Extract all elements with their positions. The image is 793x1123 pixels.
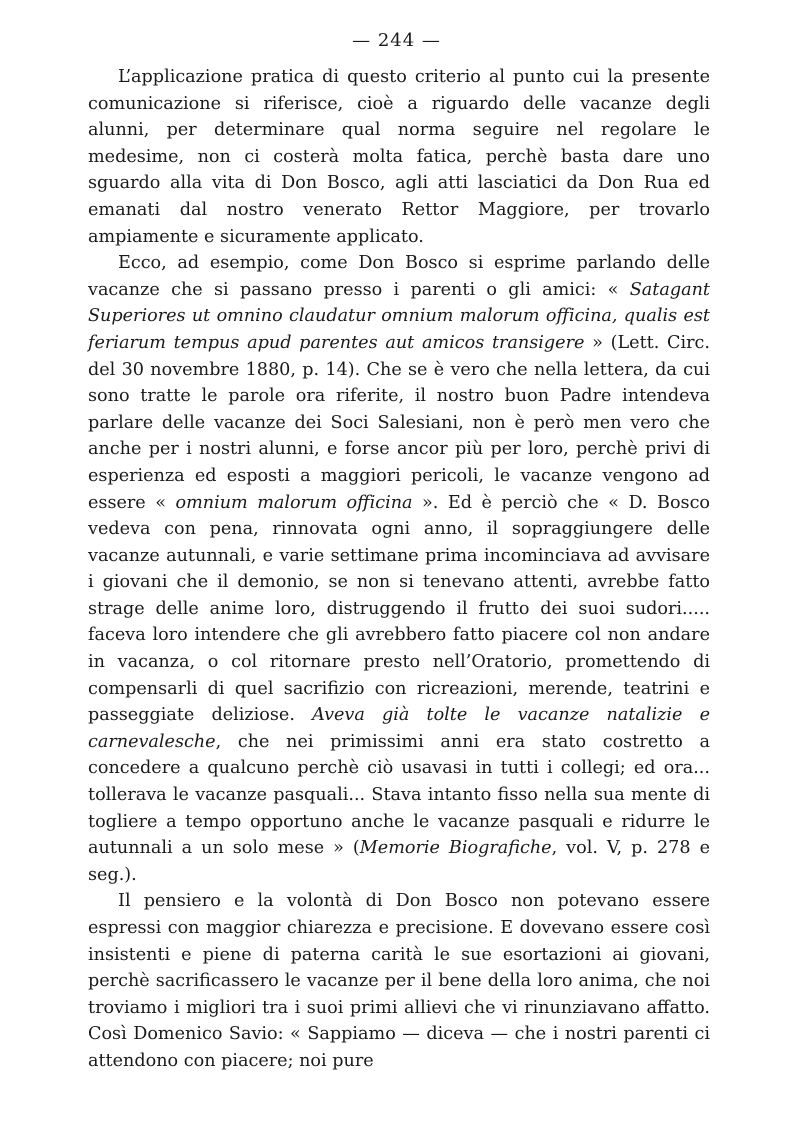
text-run: ». Ed è perciò che « D. Bosco vedeva con pena, rinnovata ogni anno, il sopraggiungere delle vacanze autunnali, e varie settimane prima incominciava ad avvisare i giovani che il demonio, se non si tenevano attenti, avrebbe fatto strage delle anime loro, distruggendo il frutto dei suoi sudori..... faceva loro intendere che gli avrebbero fatto piacere col non andare in vacanza, o col ritornare presto nell’Oratorio, promettendo di compensarli di quel sacrifizio con ricreazioni, merende, teatrini e passeggiate deliziose. (88, 492, 711, 726)
italic-text: Aveva già tolte le vacanze natalizie e carnevalesche (88, 705, 711, 752)
paragraph-1 (88, 64, 710, 250)
italic-text: omnium malorum officina (175, 492, 413, 513)
body-text (88, 64, 710, 1075)
paragraph-3 (88, 888, 710, 1074)
text-run: , che nei primissimi anni era stato costretto a concedere a qualcuno perchè ciò usavasi in tutti i collegi; ed ora... tollerava le vacanze pasquali... Stava intanto fisso nella sua mente di togliere a tempo opportuno anche le vacanze pasquali e ridurre le autunnali a un solo mese » ( (88, 731, 710, 859)
text-run: » (Lett. Circ. del 30 novembre 1880, p. 14). Che se è vero che nella lettera, da cui sono tratte le parole ora riferite, il nostro buon Padre intendeva parlare delle vacanze dei Soci Salesiani, non è però men vero che anche per i nostri alunni, e forse ancor più per loro, perchè privi di esperienza ed esposti a maggiori pericoli, le vacanze vengono ad essere « (88, 332, 710, 513)
text-run: L’applicazione pratica di questo criterio al punto cui la presente comunicazione si riferisce, cioè a riguardo delle vacanze degli alunni, per determinare qual norma seguire nel regolare le medesime, non ci costerà molta fatica, perchè basta dare uno sguardo alla vita di Don Bosco, agli atti lasciatici da Don Rua ed emanati dal nostro venerato Rettor Maggiore, per trovarlo ampiamente e sicuramente applicato. (88, 67, 710, 247)
italic-text: Memorie Biografiche (359, 838, 552, 859)
text-run: Il pensiero e la volontà di Don Bosco non potevano essere espressi con maggior chiarezza e precisione. E dovevano essere così insistenti e piene di paterna carità le sue esortazioni ai giovani, perchè sacrificassero le vacanze per il bene della loro anima, che noi troviamo i migliori tra i suoi primi allievi che vi rinunziavano affatto. Così Domenico Savio: « Sappiamo — diceva — che i nostri parenti ci attendono con piacere; noi pure (88, 891, 710, 1071)
text-run: Ecco, ad esempio, come Don Bosco si esprime parlando delle vacanze che si passano presso i parenti o gli amici: « (88, 253, 710, 300)
text-run: , vol. V, p. 278 e seg.). (88, 838, 710, 885)
paragraph-2 (88, 250, 710, 888)
page-number: — 244 — (352, 30, 441, 51)
italic-text: Satagant Superiores ut omnino claudatur omnium malorum officina, qualis est feriarum tempus apud parentes aut amicos transigere (88, 279, 710, 353)
